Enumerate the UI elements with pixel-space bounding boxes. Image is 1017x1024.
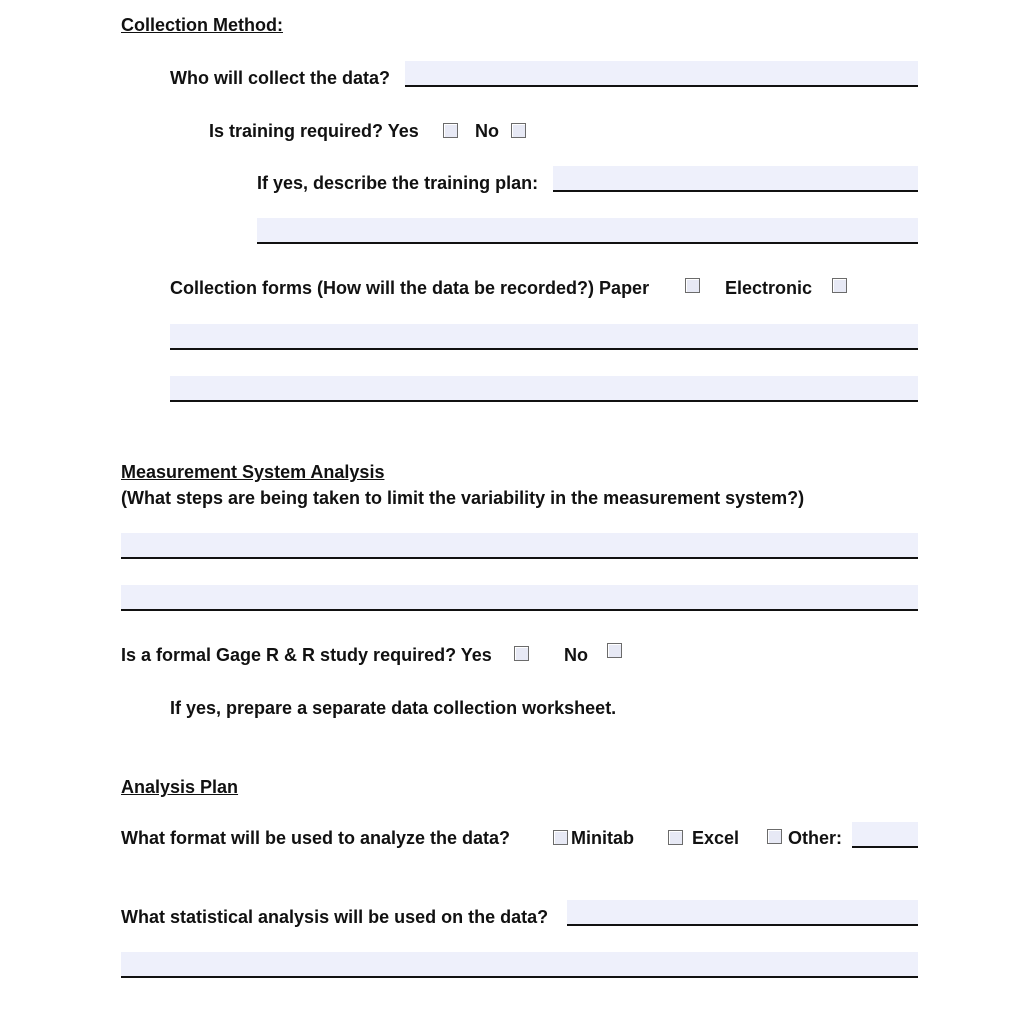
statistical-analysis-field[interactable] [567,900,918,926]
minitab-label: Minitab [571,828,634,848]
training-no-label: No [475,121,499,141]
gage-no-checkbox[interactable] [607,643,622,658]
training-plan-field[interactable] [553,166,918,192]
training-plan-field-2[interactable] [257,218,918,244]
msa-subheading: (What steps are being taken to limit the variability in the measurement system?) [121,488,805,508]
paper-checkbox[interactable] [685,278,700,293]
analysis-format-label: What format will be used to analyze the data? [121,828,511,848]
msa-field-2[interactable] [121,585,918,611]
other-checkbox[interactable] [767,829,782,844]
collection-method-heading: Collection Method: [121,15,283,35]
training-yes-checkbox[interactable] [443,123,458,138]
training-plan-label: If yes, describe the training plan: [257,173,539,193]
other-field[interactable] [852,822,918,848]
excel-label: Excel [692,828,740,848]
gage-no-label: No [564,645,588,665]
training-required-label: Is training required? Yes [209,121,419,141]
msa-field-1[interactable] [121,533,918,559]
collection-forms-label: Collection forms (How will the data be recorded?) Paper [170,278,650,298]
statistical-analysis-label: What statistical analysis will be used on the data? [121,907,549,927]
collection-forms-field-1[interactable] [170,324,918,350]
msa-heading: Measurement System Analysis [121,462,385,482]
gage-yes-checkbox[interactable] [514,646,529,661]
minitab-checkbox[interactable] [553,830,568,845]
statistical-analysis-field-2[interactable] [121,952,918,978]
gage-study-label: Is a formal Gage R & R study required? Yes [121,645,492,665]
excel-checkbox[interactable] [668,830,683,845]
worksheet-note: If yes, prepare a separate data collection worksheet. [170,698,617,718]
other-label: Other: [788,828,842,848]
who-collect-field[interactable] [405,61,918,87]
electronic-label: Electronic [725,278,813,298]
training-no-checkbox[interactable] [511,123,526,138]
analysis-plan-heading: Analysis Plan [121,777,239,797]
who-collect-label: Who will collect the data? [170,68,391,88]
electronic-checkbox[interactable] [832,278,847,293]
collection-forms-field-2[interactable] [170,376,918,402]
